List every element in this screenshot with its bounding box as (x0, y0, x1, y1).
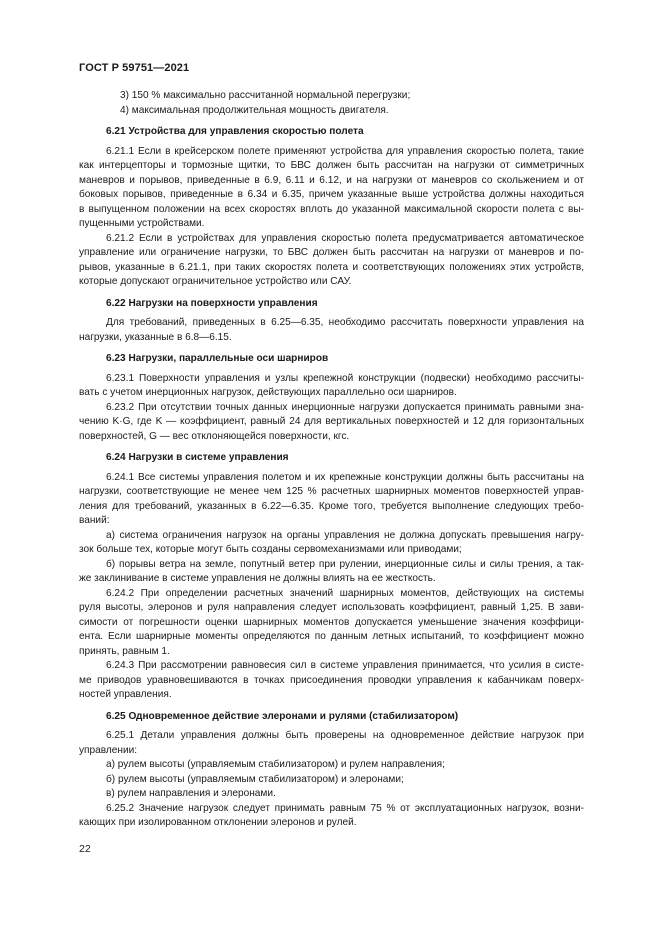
section-6-21-heading: 6.21 Устройства для управления скоростью полета (106, 126, 364, 137)
paragraph-line: в выпущенном положении на всех скоростях вплоть до указанной максимальной скорости полета с вы- (79, 203, 584, 215)
paragraph-line: 6.23.2 При отсутствии точных данных инерционные нагрузки допускается принимать равными зна- (106, 401, 584, 413)
paragraph-line: ме приводов уравновешиваются в точках присоединения проводки управления к кабанчикам поверх- (79, 674, 584, 686)
paragraph-line: кающих при изолированном отклонении элеронов и рулей. (79, 817, 357, 828)
paragraph-line: симости от погрешности оценки шарнирных моментов допускается уменьшение значения коэффици- (79, 616, 584, 628)
document-body (79, 89, 584, 831)
paragraph-line: 6.24.3 При рассмотрении равновесия сил в системе управления принимается, что усилия в систе- (106, 660, 584, 671)
paragraph-line: 6.25.1 Детали управления должны быть проверены на одновременное действие нагрузок при (106, 730, 584, 741)
paragraph-line: маневров и порывов, приведенные в 6.9, 6.11 и 6.12, и на нагрузки от маневров со скольжением и от (79, 174, 584, 186)
section-6-25-heading: 6.25 Одновременное действие элеронами и рулями (стабилизатором) (106, 710, 459, 722)
list-item-line: б) порывы ветра на земле, попутный ветер при рулении, инерционные силы и силы трения, а так- (106, 558, 584, 570)
paragraph-line: ваний: (79, 515, 110, 526)
paragraph-line: которые допускают ограничительное устройство или САУ. (79, 276, 352, 287)
paragraph-line: 6.24.1 Все системы управления полетом и их крепежные конструкции должны быть рассчитаны на (106, 471, 584, 483)
paragraph-line: 6.25.2 Значение нагрузок следует принимать равным 75 % от эксплуатационных нагрузок, возни- (106, 802, 584, 814)
intro-item-3: 3) 150 % максимально рассчитанной нормальной перегрузки; (120, 90, 411, 101)
paragraph-line: Для требований, приведенных в 6.25—6.35, необходимо рассчитать поверхности управления на (106, 317, 584, 328)
paragraph-line: нагрузки, указанные в 6.8—6.15. (79, 331, 232, 343)
paragraph-line: чению K·G, где K — коэффициент, равный 24 для вертикальных поверхностей и 12 для горизонтальных (79, 416, 584, 427)
list-item-line: зок больше тех, которые могут быть созданы сервомеханизмами или приводами; (79, 544, 462, 555)
paragraph-line: вать с учетом инерционных нагрузок, действующих параллельно оси шарниров. (79, 387, 457, 398)
paragraph-line: нагрузки, соответствующие не менее чем 125 % расчетных шарнирных моментов поверхностей управ- (79, 486, 584, 497)
intro-item-4: 4) максимальная продолжительная мощность двигателя. (120, 104, 389, 116)
paragraph-line: боковых порывов, приведенные в 6.34 и 6.35, причем указанные выше устройства должны находиться (79, 189, 584, 200)
paragraph-line: ента. Если шарнирные моменты определяются по данным летных испытаний, то коэффициент можно (79, 631, 584, 642)
page-number: 22 (79, 843, 91, 855)
paragraph-line: управлении: (79, 744, 138, 756)
list-item-line: а) рулем высоты (управляемым стабилизатором) и рулем направления; (106, 759, 445, 770)
section-6-22-heading: 6.22 Нагрузки на поверхности управления (106, 297, 318, 309)
section-6-23-heading: 6.23 Нагрузки, параллельные оси шарниров (106, 353, 329, 364)
paragraph-line: управление или ограничение нагрузки, то БВС должен быть рассчитан на нагрузки от маневров и по- (79, 247, 584, 258)
paragraph-line: поверхностей, G — вес отклоняющейся поверхности, кгс. (79, 430, 350, 442)
paragraph-line: 6.23.1 Поверхности управления и узлы крепежной конструкции (подвески) необходимо рассчиты- (106, 372, 584, 384)
paragraph-line: принять, равным 1. (79, 645, 170, 657)
list-item-line: а) система ограничения нагрузок на органы управления не должна допускать превышения нагру- (106, 529, 584, 541)
section-6-24-heading: 6.24 Нагрузки в системе управления (106, 452, 289, 463)
paragraph-line: руля высоты, элеронов и руля направления следует использовать коэффициент, равный 1,25. В зави- (79, 602, 584, 613)
list-item-line: же заклинивание в системе управления не должны влиять на ее жесткость. (79, 573, 436, 584)
paragraph-line: 6.24.2 При определении расчетных значений шарнирных моментов, действующих на системы (106, 587, 584, 599)
paragraph-line: как интерцепторы и тормозные щитки, то БВС должен быть рассчитан на нагрузки от симметричных (79, 160, 584, 171)
paragraph-line: рывов, указанные в 6.21.1, при таких скоростях полета и соответствующих положениях этих устройств, (79, 261, 584, 273)
list-item-line: в) рулем направления и элеронами. (106, 788, 276, 799)
paragraph-line: ления для требований, указанных в 6.22—6.35. Кроме того, требуется выполнение следующих требо- (79, 500, 584, 512)
paragraph-line: 6.21.2 Если в устройствах для управления скоростью полета предусматривается автоматическое (106, 232, 584, 244)
document-header: ГОСТ Р 59751—2021 (79, 62, 190, 74)
paragraph-line: пущенными устройствами. (79, 218, 205, 229)
paragraph-line: 6.21.1 Если в крейсерском полете применяют устройства для управления скоростью полета, такие (106, 145, 584, 157)
paragraph-line: ностей управления. (79, 689, 172, 700)
list-item-line: б) рулем высоты (управляемым стабилизатором) и элеронами; (106, 773, 404, 785)
